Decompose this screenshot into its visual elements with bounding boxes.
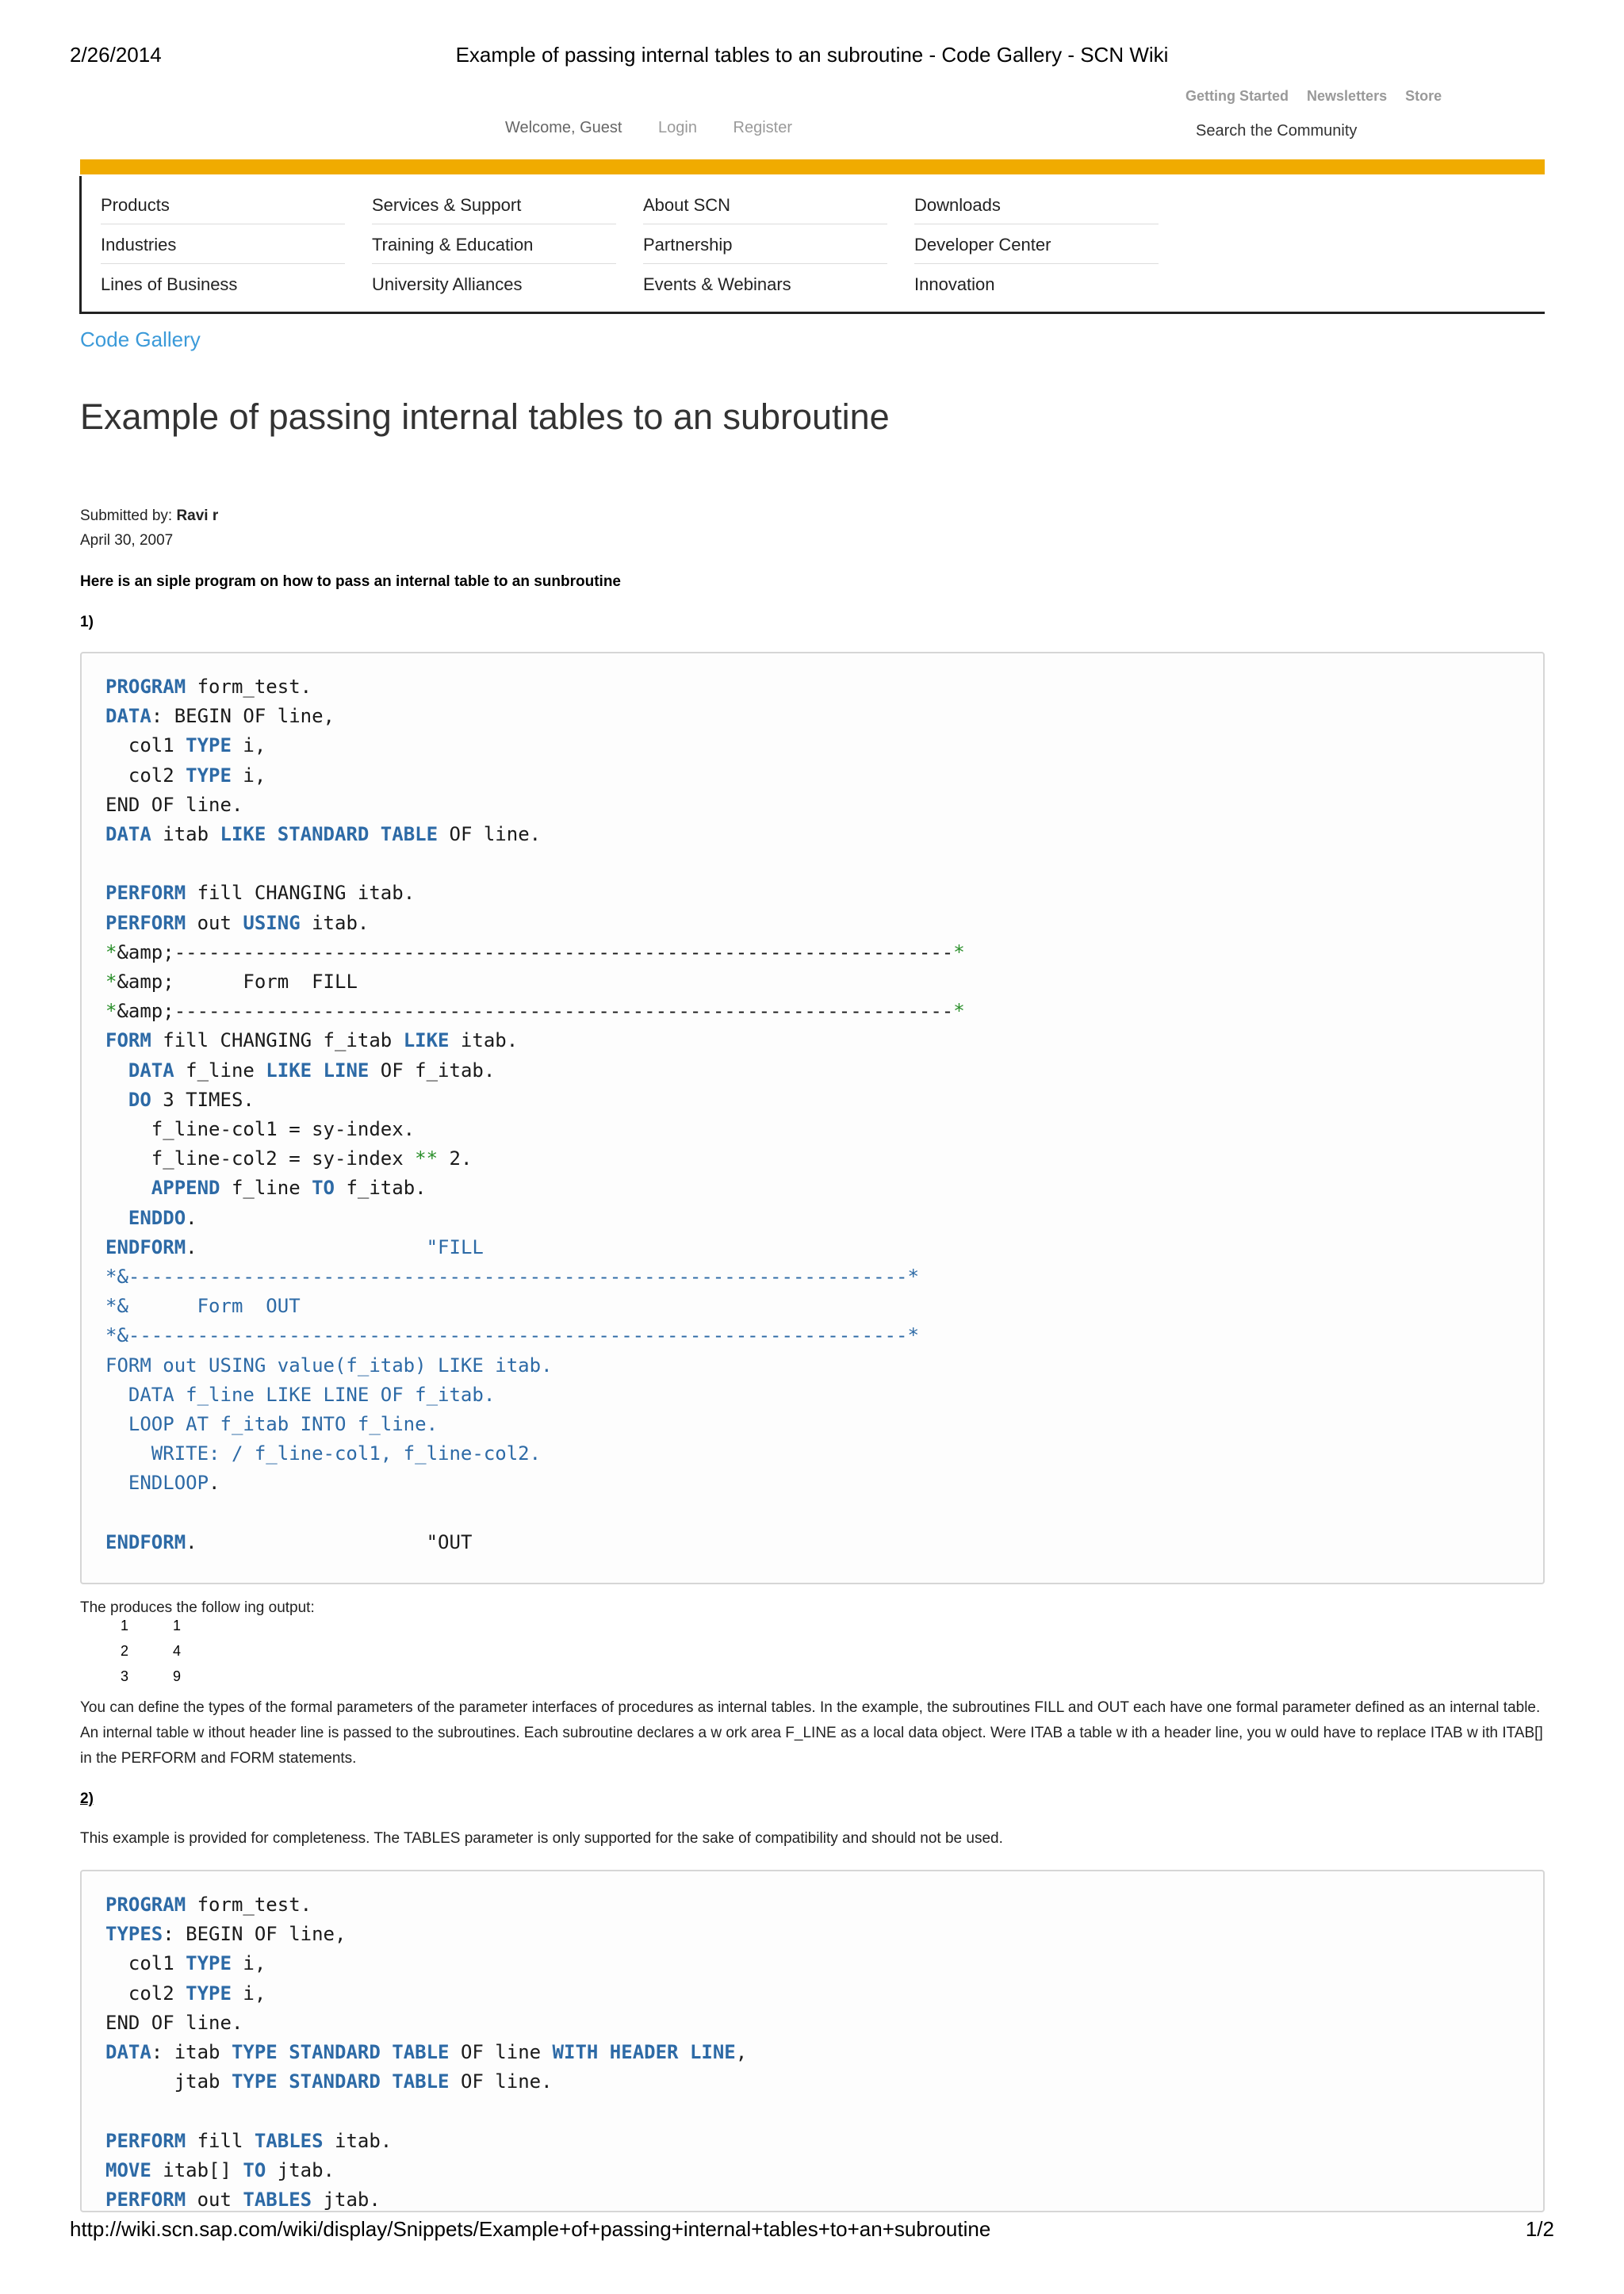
nav-partnership[interactable]: Partnership: [643, 235, 887, 264]
explanation-text: You can define the types of the formal parameters of the parameter interfaces of procedures as internal tables. In the example, the subroutines FILL and OUT each have one formal parameter defined as an internal table. An internal table w ithout header line is passed to the subroutines. Each subroutine declares a w ork area F_LINE as a local data object. Were ITAB a table w ith a header line, you w ould have to replace ITAB w ith ITAB[] in the PERFORM and FORM statements.: [80, 1699, 1543, 1767]
post-date: April 30, 2007: [80, 532, 174, 549]
welcome-bar: [505, 119, 792, 137]
section-2-text: This example is provided for completeness. The TABLES parameter is only supported for the sake of compatibility and should not be used.: [80, 1830, 1003, 1847]
search-input[interactable]: Search the Community: [1196, 122, 1358, 140]
nav-services-support[interactable]: Services & Support: [372, 195, 616, 224]
print-page-number: 1/2: [1525, 2217, 1554, 2241]
main-nav: [79, 176, 1545, 314]
submitted-by: [80, 507, 218, 525]
brand-bar: [80, 159, 1545, 174]
output-row: 1 1: [121, 1618, 182, 1633]
nav-products[interactable]: Products: [101, 195, 345, 224]
nav-lines-of-business[interactable]: Lines of Business: [101, 274, 238, 294]
nav-about-scn[interactable]: About SCN: [643, 195, 887, 224]
code-block-1: PROGRAM form_test. DATA: BEGIN OF line, col1 TYPE i, col2 TYPE i, END OF line. DATA itab LIKE STANDARD TABLE OF line. PERFORM fill CHANGING itab. PERFORM out USING itab. *&amp;--------------------------------------------------------------------* *&amp; Form FILL *&amp;--------------------------------------------------------------------* FORM fill CHANGING f_itab LIKE itab. DATA f_line LIKE LINE OF f_itab. DO 3 TIMES. f_line-col1 = sy-index. f_line-col2 = sy-index ** 2. APPEND f_line TO f_itab. ENDDO. ENDFORM. "FILL *&--------------------------------------------------------------------* *& Form OUT *&--------------------------------------------------------------------* FORM out USING value(f_itab) LIKE itab. DATA f_line LIKE LINE OF f_itab. LOOP AT f_itab INTO f_line. WRITE: / f_line-col1, f_line-col2. ENDLOOP. ENDFORM. "OUT: [80, 652, 1545, 1584]
author[interactable]: Ravi r: [176, 507, 219, 524]
code-block-2: PROGRAM form_test. TYPES: BEGIN OF line, col1 TYPE i, col2 TYPE i, END OF line. DATA: itab TYPE STANDARD TABLE OF line WITH HEADER LINE, jtab TYPE STANDARD TABLE OF line. PERFORM fill TABLES itab. MOVE itab[] TO jtab. PERFORM out TABLES jtab.: [80, 1870, 1545, 2212]
nav-industries[interactable]: Industries: [101, 235, 345, 264]
output-intro: The produces the follow ing output:: [80, 1599, 315, 1616]
getting-started-link[interactable]: Getting Started: [1185, 88, 1289, 104]
nav-training-education[interactable]: Training & Education: [372, 235, 616, 264]
print-page-title: Example of passing internal tables to an subroutine - Code Gallery - SCN Wiki: [455, 43, 1169, 67]
register-link[interactable]: Register: [733, 119, 793, 136]
print-date: 2/26/2014: [70, 43, 162, 67]
nav-events-webinars[interactable]: Events & Webinars: [643, 274, 791, 294]
nav-university-alliances[interactable]: University Alliances: [372, 274, 523, 294]
output-row: 2 4: [121, 1643, 182, 1659]
submitted-label: Submitted by:: [80, 507, 177, 524]
nav-developer-center[interactable]: Developer Center: [914, 235, 1159, 264]
section-1-label: 1): [80, 614, 94, 630]
output-table: [121, 1618, 225, 1694]
output-row: 3 9: [121, 1668, 182, 1684]
login-link[interactable]: Login: [658, 119, 697, 136]
top-links: [1185, 88, 1456, 105]
print-url: http://wiki.scn.sap.com/wiki/display/Snippets/Example+of+passing+internal+tables+to+an+subroutine: [70, 2217, 991, 2241]
intro-text: Here is an siple program on how to pass an internal table to an sunbroutine: [80, 573, 621, 590]
nav-innovation[interactable]: Innovation: [914, 274, 995, 294]
newsletters-link[interactable]: Newsletters: [1307, 88, 1388, 104]
breadcrumb[interactable]: Code Gallery: [80, 327, 201, 351]
nav-downloads[interactable]: Downloads: [914, 195, 1159, 224]
section-2-label: 2): [80, 1790, 94, 1807]
store-link[interactable]: Store: [1405, 88, 1442, 104]
welcome-text: Welcome, Guest: [505, 119, 622, 136]
page-title: Example of passing internal tables to an subroutine: [80, 396, 890, 437]
